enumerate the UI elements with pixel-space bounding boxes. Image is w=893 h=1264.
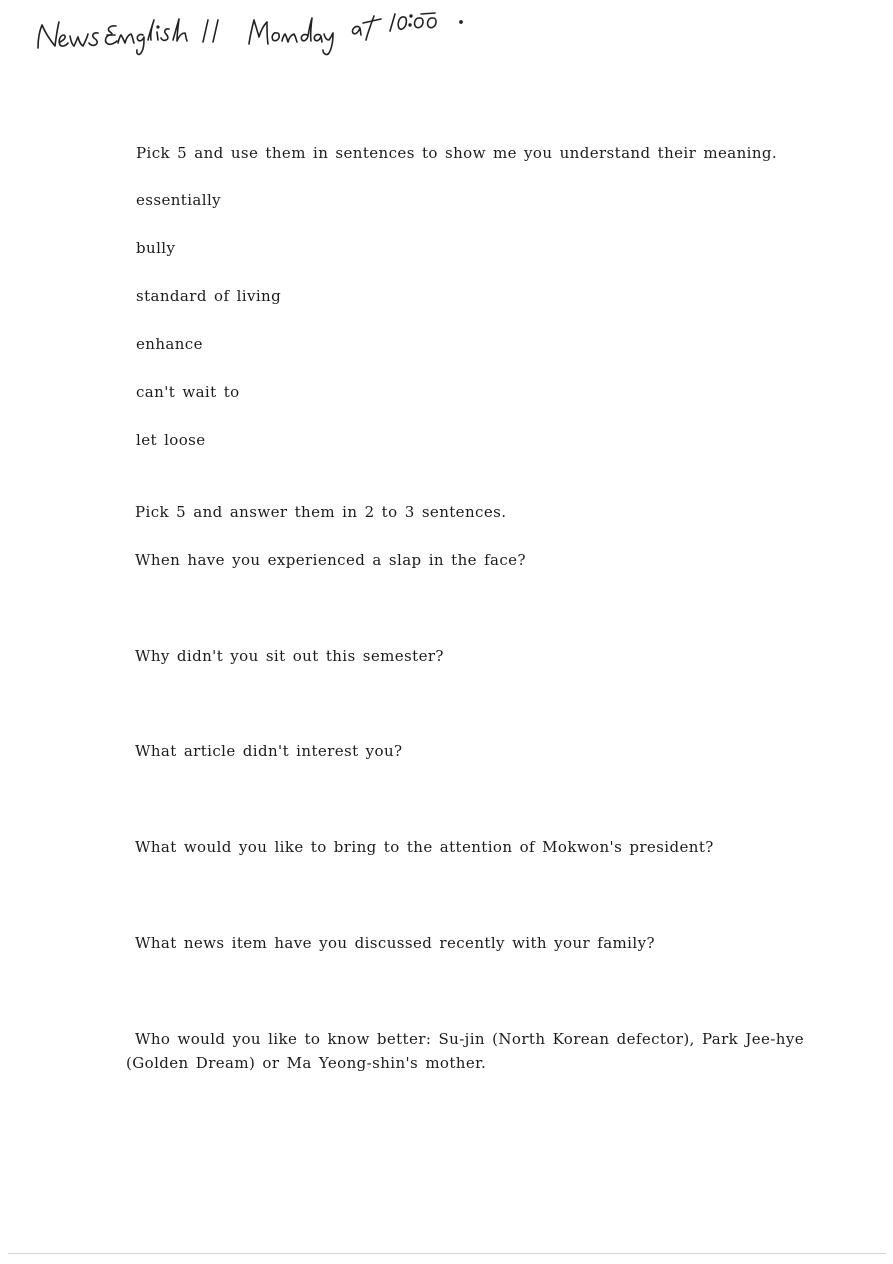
question-6-line-1: Who would you like to know better: Su-jin (North Korean defector), Park Jee-hye xyxy=(135,1030,804,1048)
questions-instruction: Pick 5 and answer them in 2 to 3 sentences. xyxy=(135,503,507,521)
question-3: What article didn't interest you? xyxy=(135,742,403,760)
question-4: What would you like to bring to the attention of Mokwon's president? xyxy=(135,838,714,856)
vocab-word-3: standard of living xyxy=(136,287,282,305)
question-5: What news item have you discussed recently with your family? xyxy=(135,934,655,952)
vocab-word-1: essentially xyxy=(136,191,222,209)
vocab-word-6: let loose xyxy=(136,431,206,449)
question-2: Why didn't you sit out this semester? xyxy=(135,647,444,665)
vocab-instruction: Pick 5 and use them in sentences to show me you understand their meaning. xyxy=(136,144,778,162)
question-6-line-2: (Golden Dream) or Ma Yeong-shin's mother. xyxy=(126,1054,487,1072)
vocab-word-4: enhance xyxy=(136,335,203,353)
vocab-word-5: can't wait to xyxy=(136,383,240,401)
vocab-word-2: bully xyxy=(136,239,176,257)
page-bottom-rule xyxy=(8,1253,886,1254)
handwritten-header xyxy=(0,0,893,80)
question-1: When have you experienced a slap in the face? xyxy=(135,551,526,569)
